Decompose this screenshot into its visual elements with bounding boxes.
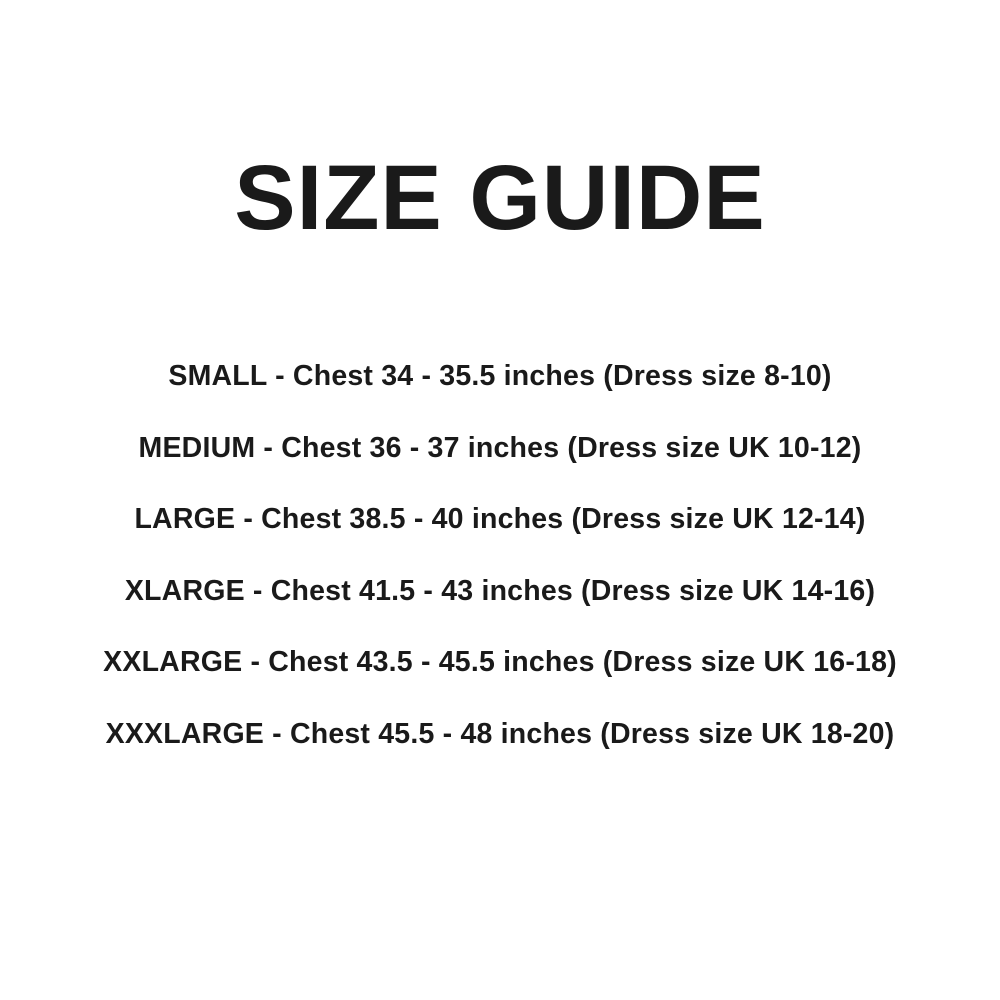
- size-line-xlarge: XLARGE - Chest 41.5 - 43 inches (Dress size UK 14-16): [124, 574, 876, 607]
- page-title: SIZE GUIDE: [234, 147, 766, 249]
- size-line-large: LARGE - Chest 38.5 - 40 inches (Dress size UK 12-14): [134, 503, 866, 535]
- size-line-xxlarge: XXLARGE - Chest 43.5 - 45.5 inches (Dress size UK 16-18): [103, 646, 897, 678]
- size-line-small: SMALL - Chest 34 - 35.5 inches (Dress size 8-10): [168, 360, 832, 392]
- size-line-xxxlarge: XXXLARGE - Chest 45.5 - 48 inches (Dress size UK 18-20): [105, 717, 895, 750]
- size-list: [0, 341, 1000, 770]
- size-line-medium: MEDIUM - Chest 36 - 37 inches (Dress size UK 10-12): [138, 431, 862, 464]
